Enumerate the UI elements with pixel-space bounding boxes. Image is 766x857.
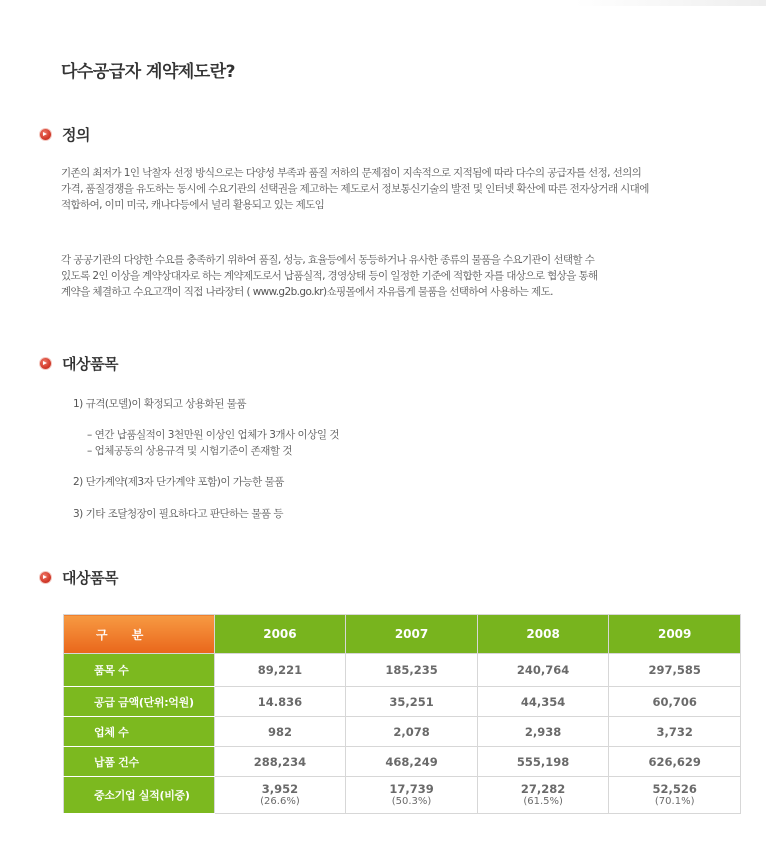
corner-header: 구 분 bbox=[64, 615, 215, 654]
table-cell: 288,234 bbox=[214, 747, 346, 777]
table-cell: 3,732 bbox=[609, 717, 741, 747]
top-divider bbox=[0, 0, 766, 6]
cell-share: (70.1%) bbox=[654, 796, 695, 807]
text-line: 적합하여, 이미 미국, 캐나다등에서 널리 활용되고 있는 제도임 bbox=[61, 199, 325, 211]
table-cell: 2,938 bbox=[477, 717, 609, 747]
arrow-bullet-icon bbox=[40, 358, 51, 369]
cell-share: (50.3%) bbox=[391, 796, 432, 807]
cell-value: 3,952 bbox=[261, 782, 299, 796]
text-line: 가격, 품질경쟁을 유도하는 동시에 수요기관의 선택권을 제고하는 제도로서 정보통신기술의 발전 및 인터넷 확산에 따른 전자상거래 시대에 bbox=[61, 183, 649, 195]
table-cell: 468,249 bbox=[346, 747, 478, 777]
table-row bbox=[64, 747, 741, 777]
table-cell bbox=[477, 777, 609, 814]
table-cell: 297,585 bbox=[609, 654, 741, 687]
year-header: 2009 bbox=[609, 615, 741, 654]
cell-share: (61.5%) bbox=[523, 796, 563, 807]
table-cell: 555,198 bbox=[477, 747, 609, 777]
target-item-3: 3) 기타 조달청장이 필요하다고 판단하는 물품 등 bbox=[73, 508, 284, 520]
row-label: 중소기업 실적(비중) bbox=[64, 777, 215, 814]
section-label: 대상품목 bbox=[62, 569, 118, 587]
cell-share: (26.6%) bbox=[260, 796, 300, 807]
table-cell: 240,764 bbox=[477, 654, 609, 687]
table-cell: 14.836 bbox=[214, 687, 346, 717]
table-cell bbox=[214, 777, 346, 814]
definition-paragraph-2 bbox=[61, 252, 598, 300]
target-item-1: 1) 규격(모델)이 확정되고 상용화된 물품 bbox=[73, 398, 246, 410]
target-sub-item-1: – 연간 납품실적이 3천만원 이상인 업체가 3개사 이상일 것 bbox=[87, 429, 339, 441]
section-heading-targets bbox=[40, 353, 118, 374]
table-header-row bbox=[64, 615, 741, 654]
section-heading-stats bbox=[40, 567, 118, 588]
text-line: 기존의 최저가 1인 낙찰자 선정 방식으로는 다양성 부족과 품질 저하의 문제점이 지속적으로 지적됨에 따라 다수의 공급자를 선정, 선의의 bbox=[61, 167, 642, 179]
text-line: 있도록 2인 이상을 계약상대자로 하는 계약제도로서 납품실적, 경영상태 등이 일정한 기준에 적합한 자를 대상으로 협상을 통해 bbox=[61, 270, 598, 282]
table-cell: 2,078 bbox=[346, 717, 478, 747]
section-heading-definition bbox=[40, 124, 90, 145]
table-cell-highlight bbox=[609, 777, 741, 814]
row-label: 업체 수 bbox=[64, 717, 215, 747]
text-line: 계약을 체결하고 수요고객이 직접 나라장터 ( www.g2b.go.kr)쇼핑몰에서 자유롭게 물품을 선택하여 사용하는 제도. bbox=[61, 286, 553, 298]
year-header: 2006 bbox=[214, 615, 346, 654]
year-header: 2008 bbox=[477, 615, 609, 654]
table-cell: 35,251 bbox=[346, 687, 478, 717]
year-header: 2007 bbox=[346, 615, 478, 654]
table-cell: 44,354 bbox=[477, 687, 609, 717]
table-row bbox=[64, 717, 741, 747]
section-label: 대상품목 bbox=[62, 355, 118, 373]
cell-value: 52,526 bbox=[652, 782, 697, 796]
stats-table bbox=[63, 614, 741, 814]
table-cell: 89,221 bbox=[214, 654, 346, 687]
table-cell: 185,235 bbox=[346, 654, 478, 687]
row-label: 공급 금액(단위:억원) bbox=[64, 687, 215, 717]
table-cell: 982 bbox=[214, 717, 346, 747]
row-label: 납품 건수 bbox=[64, 747, 215, 777]
page-title: 다수공급자 계약제도란? bbox=[61, 62, 235, 82]
table-row bbox=[64, 654, 741, 687]
table-row bbox=[64, 687, 741, 717]
target-item-2: 2) 단가계약(제3자 단가계약 포함)이 가능한 물품 bbox=[73, 476, 284, 488]
table-cell-highlight: 60,706 bbox=[609, 687, 741, 717]
table-cell: 626,629 bbox=[609, 747, 741, 777]
arrow-bullet-icon bbox=[40, 129, 51, 140]
table-cell bbox=[346, 777, 478, 814]
table-row bbox=[64, 777, 741, 814]
definition-paragraph-1 bbox=[61, 165, 649, 213]
row-label: 품목 수 bbox=[64, 654, 215, 687]
cell-value: 17,739 bbox=[389, 782, 434, 796]
cell-value: 27,282 bbox=[520, 782, 566, 796]
text-line: 각 공공기관의 다양한 수요를 충족하기 위하여 품질, 성능, 효율등에서 동등하거나 유사한 종류의 물품을 수요기관이 선택할 수 bbox=[61, 254, 595, 266]
target-sub-item-2: – 업체공동의 상용규격 및 시험기준이 존재할 것 bbox=[87, 445, 292, 457]
section-label: 정의 bbox=[62, 126, 90, 144]
arrow-bullet-icon bbox=[40, 572, 51, 583]
